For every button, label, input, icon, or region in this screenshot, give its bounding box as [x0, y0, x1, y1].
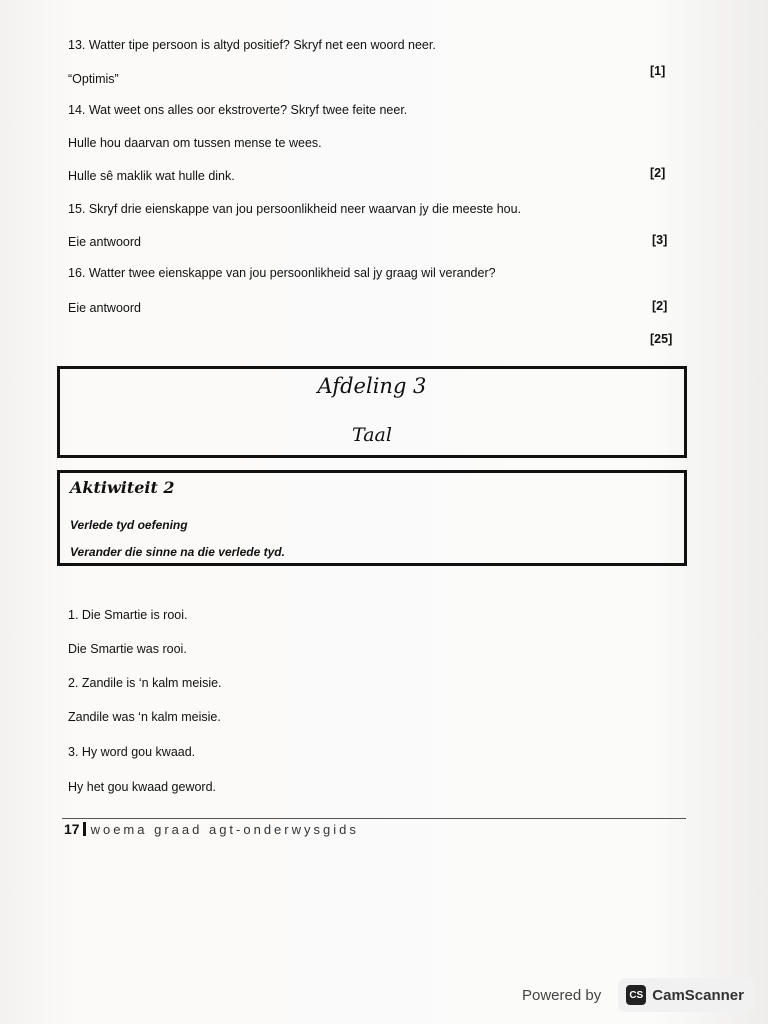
activity-box: [57, 470, 687, 566]
footer-text: woema graad agt-onderwysgids: [90, 822, 359, 837]
section-title: Afdeling 3: [317, 374, 427, 398]
exercise-1-question: 1. Die Smartie is rooi.: [68, 608, 188, 622]
activity-instruction-1: Verlede tyd oefening: [70, 518, 188, 532]
answer-14-2: Hulle sê maklik wat hulle dink.: [68, 169, 235, 183]
activity-instruction-2: Verander die sinne na die verlede tyd.: [70, 545, 285, 559]
activity-title: Aktiwiteit 2: [70, 478, 175, 497]
section-subtitle: Taal: [352, 424, 392, 446]
exercise-3-question: 3. Hy word gou kwaad.: [68, 745, 196, 759]
question-14: 14. Wat weet ons alles oor ekstroverte? Skryf twee feite neer.: [68, 103, 408, 117]
mark-16: [2]: [652, 299, 668, 313]
answer-16: Eie antwoord: [68, 301, 141, 315]
page-footer: [64, 821, 359, 837]
footer-separator: [83, 822, 86, 836]
camscanner-badge: [618, 978, 754, 1012]
camscanner-brand: CamScanner: [652, 986, 744, 1004]
exercise-2-question: 2. Zandile is ‘n kalm meisie.: [68, 676, 222, 690]
mark-13: [1]: [650, 64, 666, 78]
question-16: 16. Watter twee eienskappe van jou persoonlikheid sal jy graag wil verander?: [68, 266, 496, 280]
answer-15: Eie antwoord: [68, 235, 141, 249]
mark-14: [2]: [650, 166, 666, 180]
exercise-1-answer: Die Smartie was rooi.: [68, 642, 187, 656]
exercise-2-answer: Zandile was ‘n kalm meisie.: [68, 710, 221, 724]
question-15: 15. Skryf drie eienskappe van jou persoonlikheid neer waarvan jy die meeste hou.: [68, 202, 522, 216]
footer-rule: [62, 818, 686, 819]
answer-14-1: Hulle hou daarvan om tussen mense te wees.: [68, 136, 322, 150]
mark-15: [3]: [652, 233, 668, 247]
powered-by-text: Powered by: [522, 987, 602, 1004]
exercise-3-answer: Hy het gou kwaad geword.: [68, 780, 217, 794]
answer-13: “Optimis”: [68, 72, 119, 86]
section-header-box: [57, 366, 687, 458]
total-mark: [25]: [650, 332, 673, 346]
question-13: 13. Watter tipe persoon is altyd positief? Skryf net een woord neer.: [68, 38, 436, 52]
camscanner-icon: CS: [626, 985, 646, 1005]
page-number: 17: [64, 821, 80, 837]
